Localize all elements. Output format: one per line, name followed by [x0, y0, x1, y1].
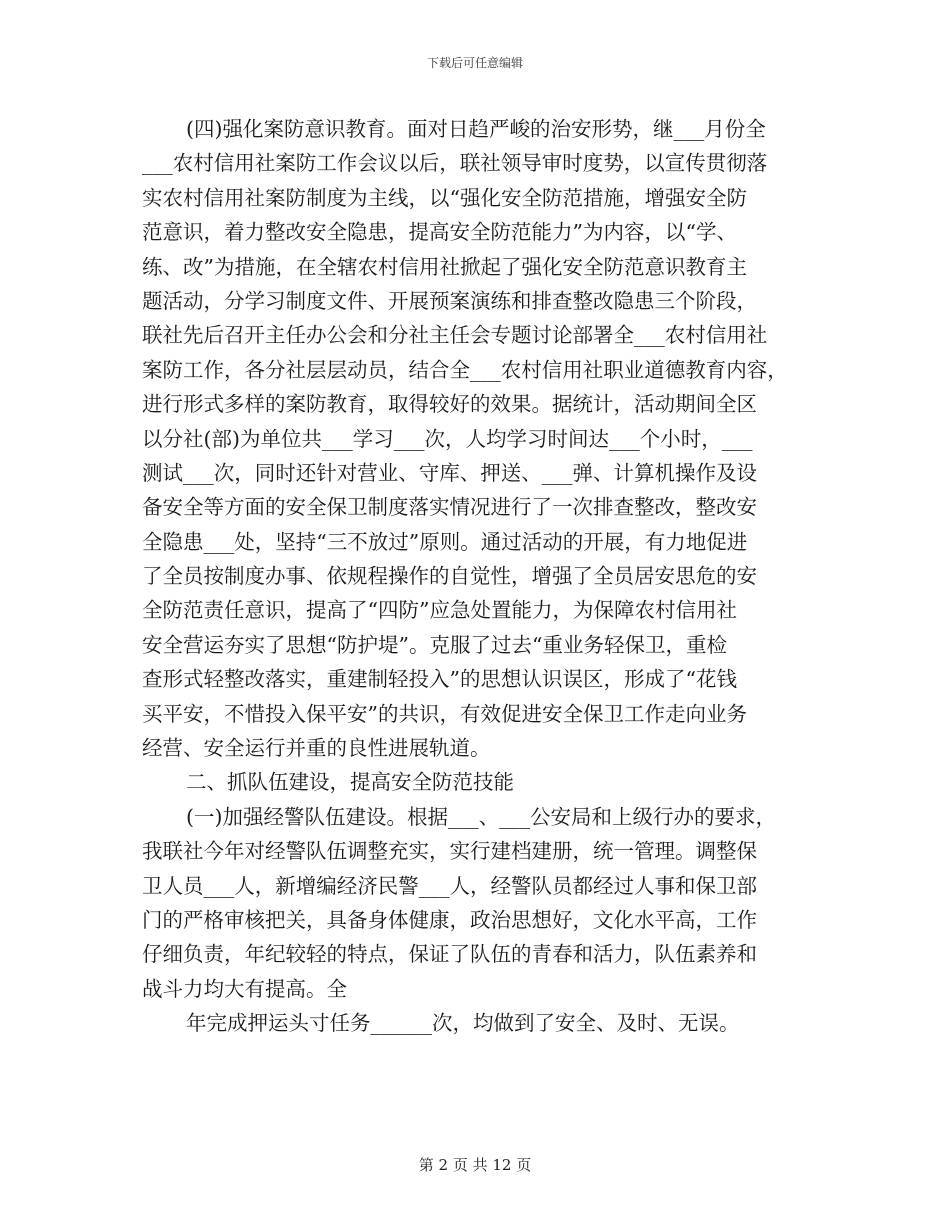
paragraph-line: 安全营运夯实了思想“防护堤”。克服了过去“重业务轻保卫，重检 — [142, 632, 727, 657]
paragraph-line: 门的严格审核把关，具备身体健康，政治思想好，文化水平高，工作 — [142, 907, 757, 932]
document-body — [142, 112, 810, 1041]
section-heading: 二、抓队伍建设，提高安全防范技能 — [186, 770, 514, 795]
paragraph-line: 我联社今年对经警队伍调整充实，实行建档建册，统一管理。调整保 — [142, 839, 757, 864]
paragraph-line: 买平安，不惜投入保平安”的共识，有效促进安全保卫工作走向业务 — [142, 701, 747, 726]
paragraph-line: 经营、安全运行并重的良性进展轨道。 — [142, 736, 491, 761]
paragraph-line: 范意识，着力整改安全隐患，提高安全防范能力”为内容，以“学、 — [142, 220, 737, 245]
paragraph-line: 练、改”为措施，在全辖农村信用社掀起了强化安全防范意识教育主 — [142, 254, 747, 279]
paragraph-line: (四)强化案防意识教育。面对日趋严峻的治安形势，继___月份全 — [186, 117, 766, 141]
paragraph-line: 联社先后召开主任办公会和分社主任会专题讨论部署全___农村信用社 — [142, 323, 768, 348]
paragraph-line: ___农村信用社案防工作会议以后，联社领导审时度势，以宣传贯彻落 — [142, 151, 768, 176]
paragraph-line: (一)加强经警队伍建设。根据___、___公安局和上级行办的要求， — [186, 804, 776, 829]
paragraph-line: 年完成押运头寸任务______次，均做到了安全、及时、无误。 — [186, 1011, 740, 1036]
paragraph-line: 测试___次，同时还针对营业、守库、押送、___弹、计算机操作及设 — [142, 460, 757, 485]
page-header: 下载后可任意编辑 — [426, 56, 523, 70]
paragraph-line: 进行形式多样的案防教育，取得较好的效果。据统计，活动期间全区 — [142, 392, 757, 417]
paragraph-line: 仔细负责，年纪较轻的特点，保证了队伍的青春和活力，队伍素养和 — [142, 942, 757, 967]
paragraph-line: 卫人员___人，新增编经济民警___人，经警队员都经过人事和保卫部 — [142, 873, 757, 898]
paragraph-line: 全防范责任意识，提高了“四防”应急处置能力，为保障农村信用社 — [142, 598, 737, 623]
paragraph-line: 了全员按制度办事、依规程操作的自觉性，增强了全员居安思危的安 — [142, 564, 757, 589]
paragraph-line: 战斗力均大有提高。全 — [142, 976, 347, 1001]
paragraph-line: 实农村信用社案防制度为主线，以“强化安全防范措施，增强安全防 — [142, 185, 747, 210]
paragraph-line: 以分社(部)为单位共___学习___次，人均学习时间达___个小时，___ — [142, 426, 753, 451]
paragraph-line: 题活动，分学习制度文件、开展预案演练和排查整改隐患三个阶段， — [142, 288, 757, 313]
paragraph-line: 备安全等方面的安全保卫制度落实情况进行了一次排查整改，整改安 — [142, 495, 757, 520]
paragraph-line: 案防工作，各分社层层动员，结合全___农村信用社职业道德教育内容， — [142, 357, 788, 382]
paragraph-line: 查形式轻整改落实，重建制轻投入”的思想认识误区，形成了“花钱 — [142, 667, 737, 692]
paragraph-line: 全隐患___处，坚持“三不放过”原则。通过活动的开展，有力地促进 — [142, 529, 748, 554]
page-footer: 第 2 页 共 12 页 — [418, 1156, 532, 1174]
